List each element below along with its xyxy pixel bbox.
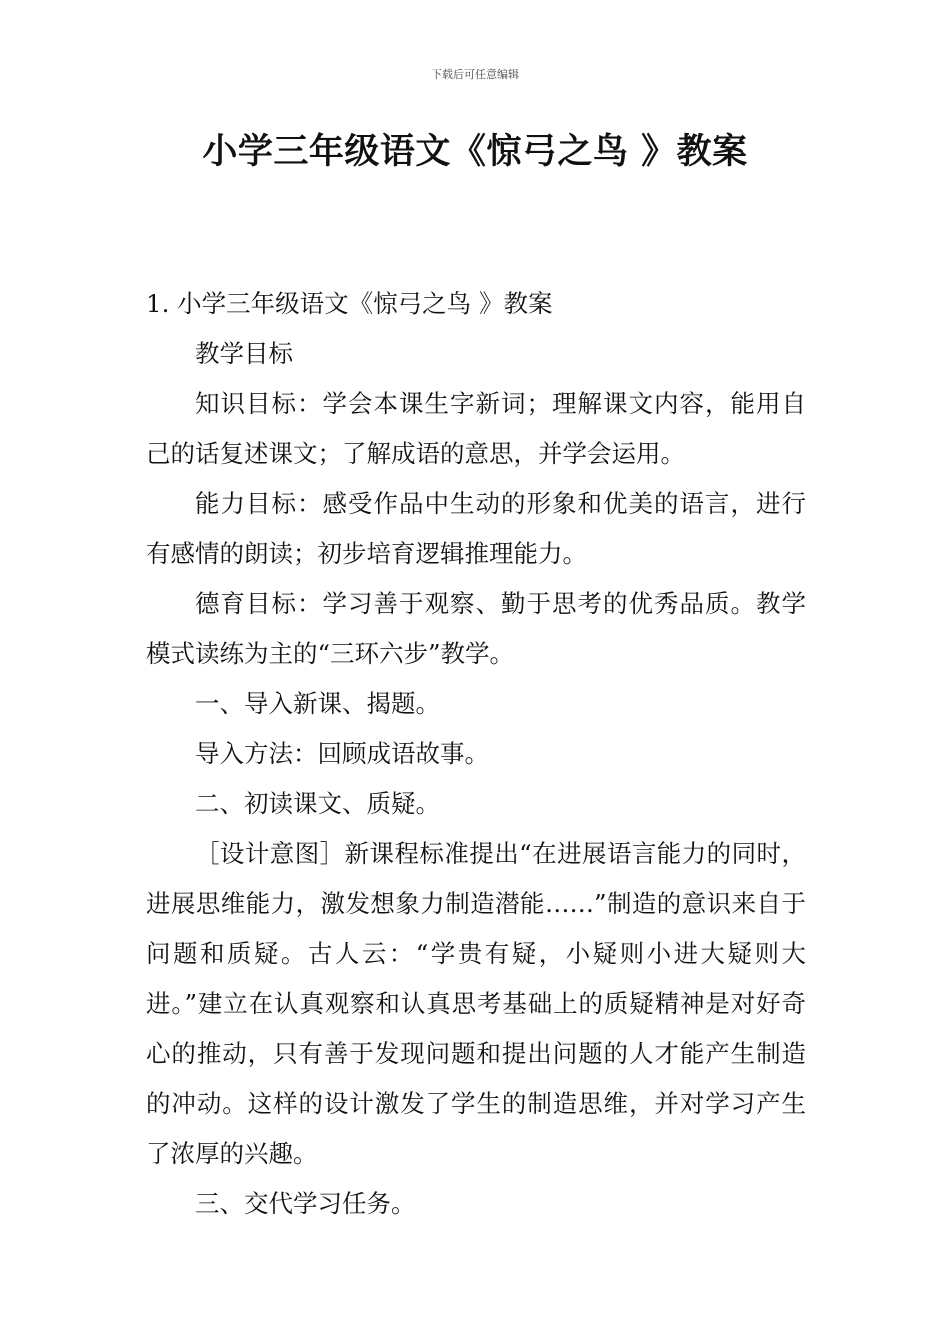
- document-title: 小学三年级语文《惊弓之鸟 》教案: [202, 132, 748, 172]
- paragraph-step-two: 二、初读课文、质疑。: [195, 789, 440, 818]
- paragraph-step-three: 三、交代学习任务。: [195, 1189, 416, 1218]
- paragraph-knowledge-goal: 知识目标：学会本课生字新词；理解课文内容，能用自己的话复述课文；了解成语的意思，并学会运用。: [146, 389, 806, 468]
- paragraph-step-one: 一、导入新课、揭题。: [195, 689, 440, 718]
- paragraph-design-intent: ［设计意图］新课程标准提出“在进展语言能力的同时，进展思维能力，激发想象力制造潜能……”制造的意识来自于问题和质疑。古人云：“学贵有疑，小疑则小进大疑则大进。”建立在认真观察和认真思考基础上的质疑精神是对好奇心的推动，只有善于发现问题和提出问题的人才能产生制造的冲动。这样的设计激发了学生的制造思维，并对学习产生了浓厚的兴趣。: [146, 839, 806, 1168]
- document-body: [146, 279, 806, 1229]
- paragraph-moral-goal: 德育目标：学习善于观察、勤于思考的优秀品质。教学模式读练为主的“三环六步”教学。: [146, 589, 806, 668]
- paragraph-intro-method: 导入方法：回顾成语故事。: [195, 739, 489, 768]
- paragraph-ability-goal: 能力目标：感受作品中生动的形象和优美的语言，进行有感情的朗读；初步培育逻辑推理能力。: [146, 489, 806, 568]
- paragraph-teaching-goals: 教学目标: [195, 339, 293, 368]
- header-note: 下载后可任意编辑: [431, 68, 519, 81]
- section-heading: 1. 小学三年级语文《惊弓之鸟 》教案: [146, 289, 553, 318]
